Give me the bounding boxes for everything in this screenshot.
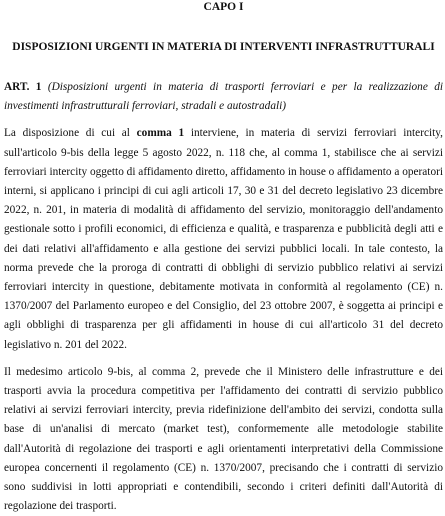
paragraph-bold-comma: comma 1 <box>136 127 185 140</box>
article-number: ART. 1 <box>4 81 42 93</box>
article-description: (Disposizioni urgenti in materia di trasporti ferroviari e per la realizzazione di investimenti infrastrutturali ferroviari, stradali e autostradali) <box>4 81 443 113</box>
paragraph-text-post: interviene, in materia di servizi ferroviari intercity, sull'articolo 9-bis della legge 5 agosto 2022, n. 118 che, al comma 1, stabilisce che ai servizi ferroviari intercity oggetto di affidamento diretto, affidamento in house o affidamento a operatori interni, si applicano i principi di cui agli articoli 17, 30 e 31 del decreto legislativo 23 dicembre 2022, n. 201, in materia di modalità di affidamento del servizio, monitoraggio dell'andamento gestionale sotto i profili economici, di efficienza e qualità, e trasparenza e pubblicità degli atti e dei dati relativi all'affidamento e alla gestione dei servizi pubblici locali. In tale contesto, la norma prevede che la proroga di contratti di obblighi di servizio pubblico relativi ai servizi ferroviari intercity in questione, debitamente motivata in conformità al regolamento (CE) n. 1370/2007 del Parlamento europeo e del Consiglio, del 23 ottobre 2007, è soggetta ai principi e agli obblighi di trasparenza per gli affidamenti in house di cui all'articolo 31 del decreto legislativo n. 201 del 2022. <box>4 127 443 351</box>
paragraph-comma-2: Il medesimo articolo 9-bis, al comma 2, prevede che il Ministero delle infrastrutture e dei trasporti avvia la procedura competitiva per l'affidamento dei contratti di servizio pubblico relativi ai servizi ferroviari intercity, previa ridefinizione dell'ambito dei servizi, condotta sulla base di un'analisi di mercato (market test), conformemente alle metodologie stabilite dall'Autorità di regolazione dei trasporti e agli orientamenti interpretativi della Commissione europea concernenti il regolamento (CE) n. 1370/2007, precisando che i contratti di servizio sono suddivisi in lotti appropriati e contendibili, secondo i criteri definiti dall'Autorità di regolazione dei trasporti. <box>4 365 443 513</box>
paragraph-text-pre: La disposizione di cui al <box>4 127 137 140</box>
chapter-label: CAPO I <box>203 1 244 13</box>
paragraph-comma-1 <box>4 124 443 354</box>
article-heading <box>4 78 443 116</box>
chapter-title: DISPOSIZIONI URGENTI IN MATERIA DI INTERVENTI INFRASTRUTTURALI <box>12 41 435 53</box>
